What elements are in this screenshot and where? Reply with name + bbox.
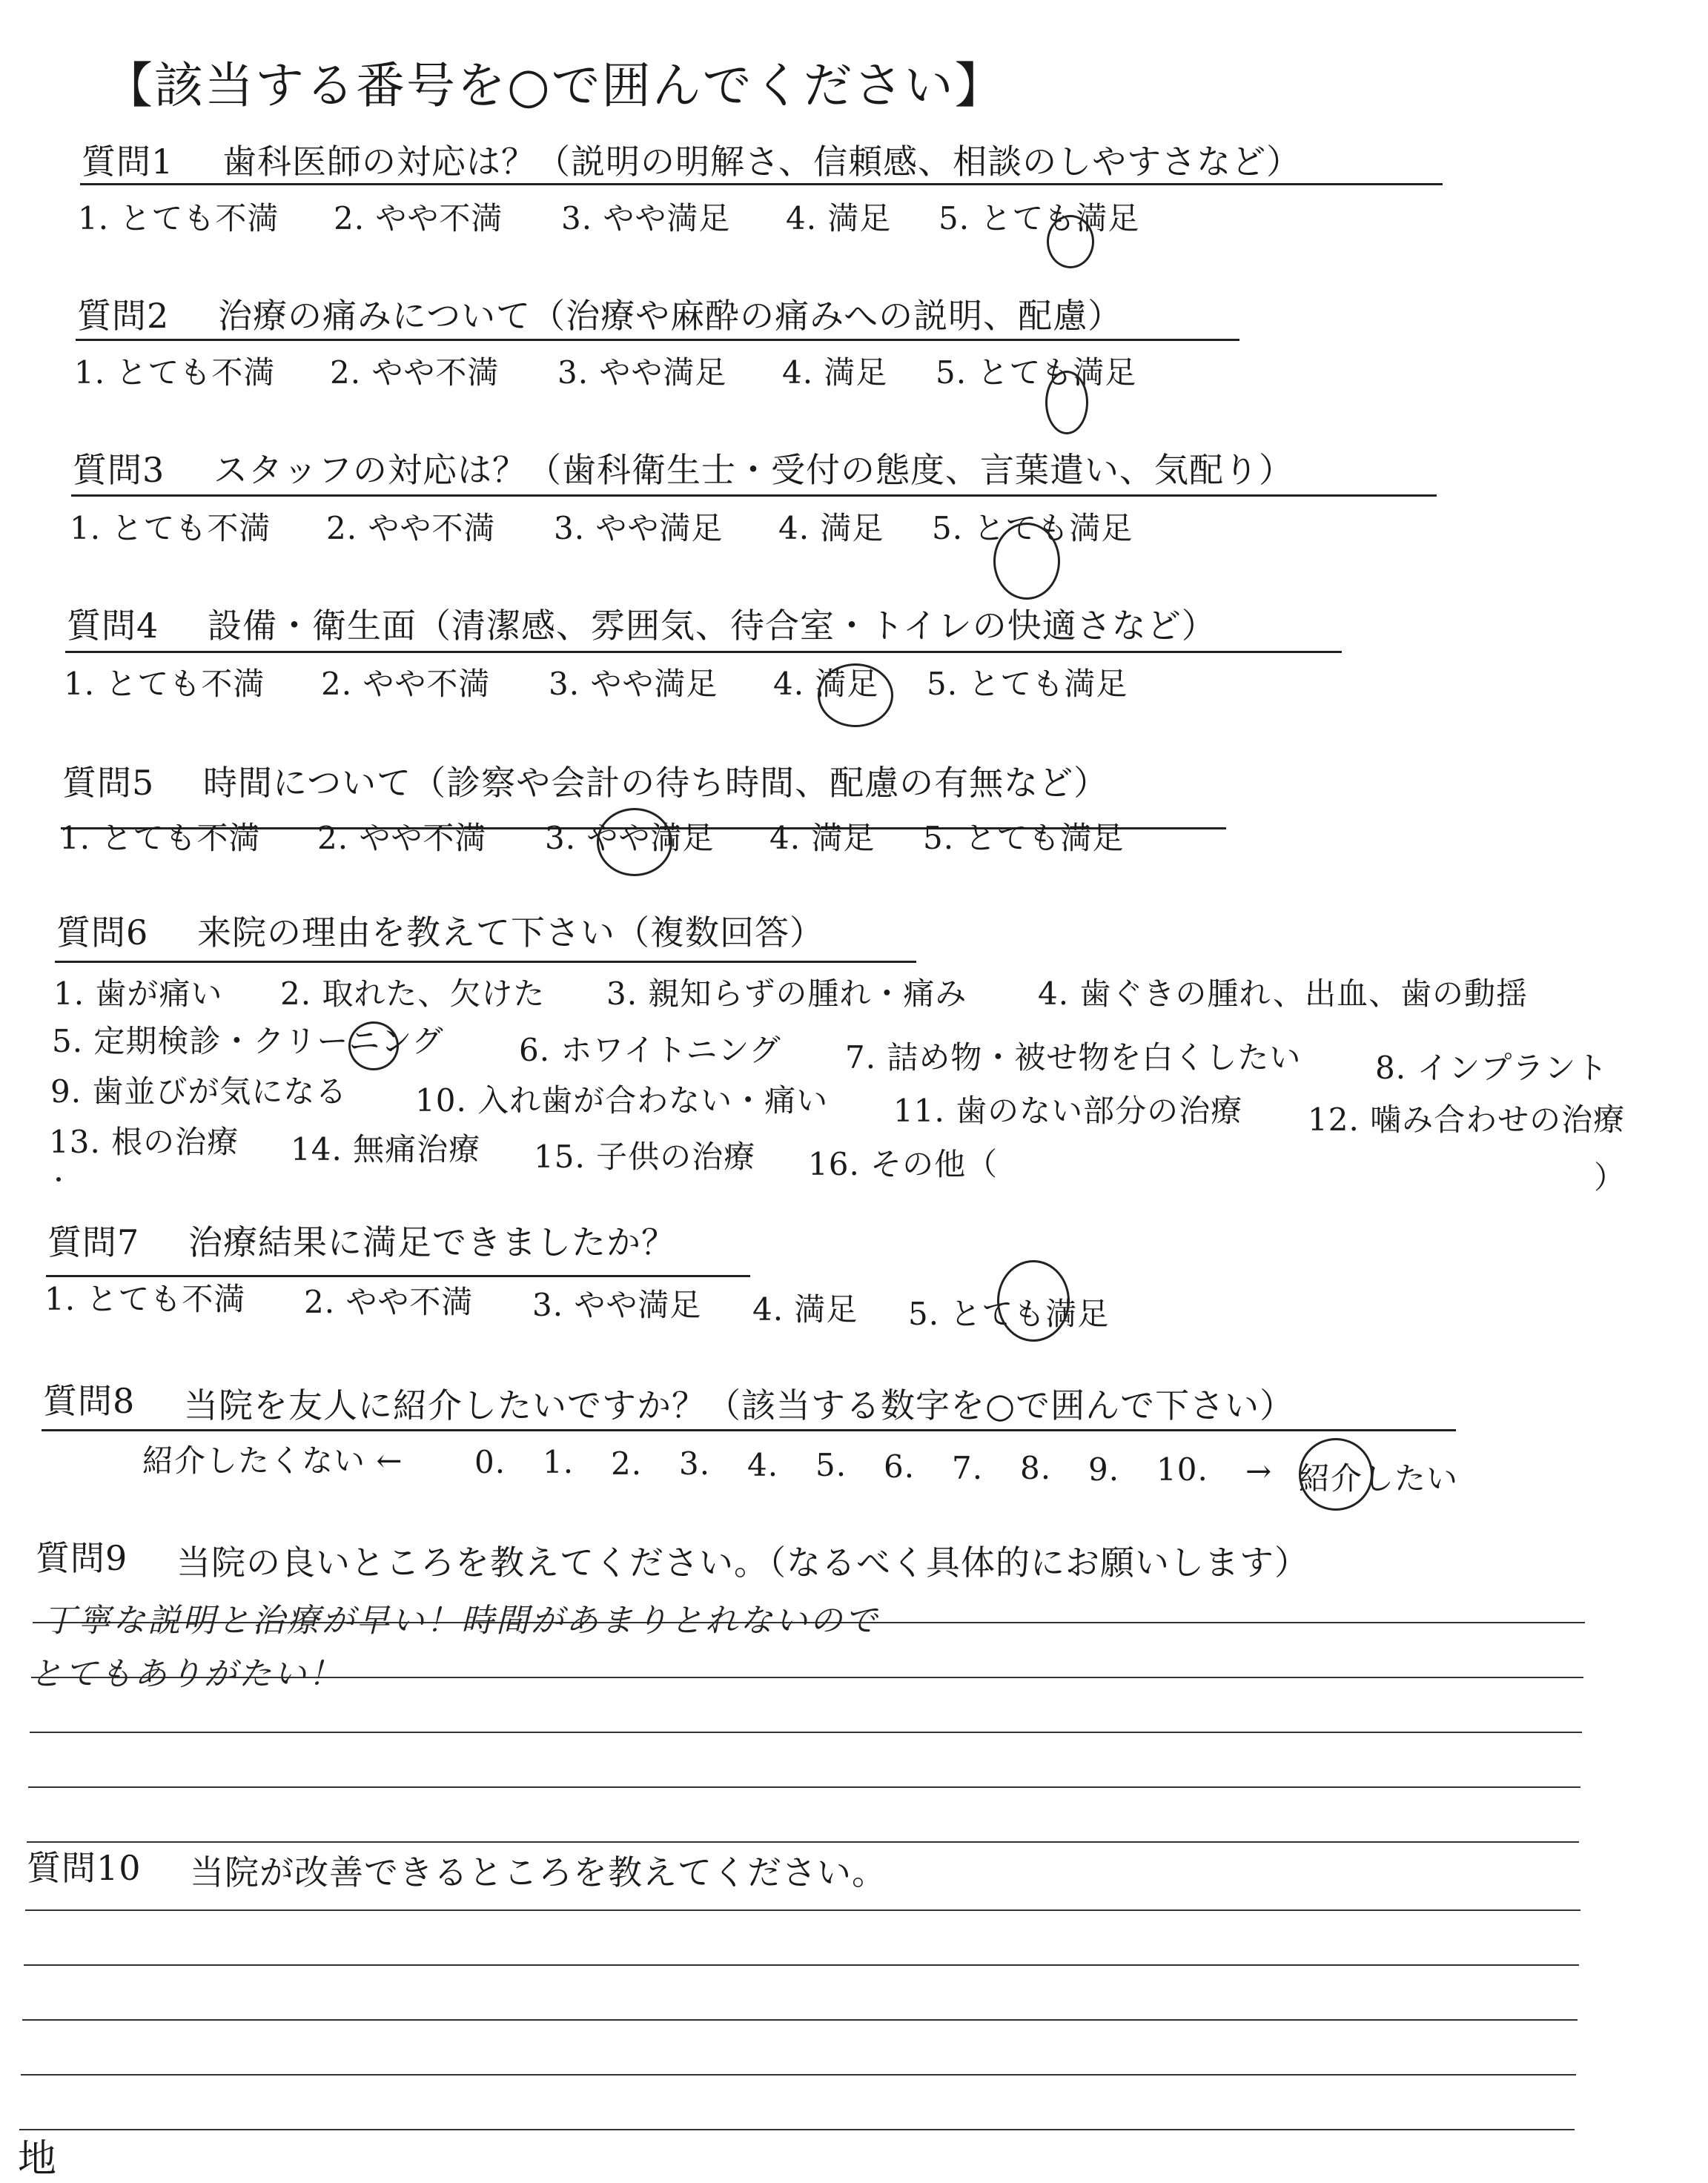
q1-answer-circle — [1047, 215, 1094, 268]
q3-option-1[interactable]: 1. とても不満 — [70, 510, 271, 546]
q4-answer-circle — [818, 663, 893, 727]
reason-2[interactable]: 2. 取れた、欠けた — [280, 975, 546, 1012]
footer-partial-text: 地 — [18, 2137, 58, 2182]
reason-3[interactable]: 3. 親知らずの腫れ・痛み — [606, 975, 967, 1012]
score-4[interactable]: 4. — [747, 1447, 779, 1483]
q1-option-2[interactable]: 2. やや不満 — [334, 200, 503, 236]
q3-option-3[interactable]: 3. やや満足 — [554, 510, 724, 546]
question-5-label: 質問5 — [62, 763, 155, 803]
q3-option-4[interactable]: 4. 満足 — [778, 510, 884, 546]
q7-option-2[interactable]: 2. やや不満 — [304, 1284, 474, 1320]
q3-option-2[interactable]: 2. やや不満 — [326, 510, 496, 546]
score-10[interactable]: 10. — [1156, 1451, 1208, 1488]
q5-option-4[interactable]: 4. 満足 — [769, 820, 875, 856]
q4-option-1[interactable]: 1. とても不満 — [64, 666, 265, 702]
q6-answer-circle — [348, 1021, 399, 1070]
q1-option-5[interactable]: 5. とても満足 — [939, 200, 1140, 236]
q7-option-1[interactable]: 1. とても不満 — [44, 1281, 246, 1317]
question-6-text: 来院の理由を教えて下さい（複数回答） — [197, 912, 824, 953]
question-1-text: 歯科医師の対応は？（説明の明解さ、信頼感、相談のしやすさなど） — [222, 142, 1302, 182]
q9-answer-line-2[interactable]: とてもありがたい！ — [30, 1655, 343, 1693]
q4-option-4[interactable]: 4. 満足 — [773, 666, 879, 702]
q4-option-5[interactable]: 5. とても満足 — [927, 666, 1128, 702]
q5-answer-circle — [597, 808, 672, 876]
question-7-label: 質問7 — [47, 1222, 140, 1262]
reason-1[interactable]: 1. 歯が痛い — [53, 975, 223, 1012]
reason-7[interactable]: 7. 詰め物・被せ物を白くしたい — [845, 1039, 1302, 1076]
q1-option-1[interactable]: 1. とても不満 — [78, 200, 279, 236]
q7-option-4[interactable]: 4. 満足 — [752, 1291, 858, 1328]
recommend-right-label[interactable]: 紹介したい — [1299, 1460, 1459, 1497]
score-9[interactable]: 9. — [1088, 1451, 1120, 1488]
q1-option-3[interactable]: 3. やや満足 — [561, 200, 731, 236]
reason-8[interactable]: 8. インプラント — [1375, 1050, 1609, 1086]
stray-mark — [56, 1177, 61, 1182]
q2-answer-circle — [1045, 371, 1088, 434]
score-2[interactable]: 2. — [611, 1445, 643, 1482]
question-4-text: 設備・衛生面（清潔感、雰囲気、待合室・トイレの快適さなど） — [208, 606, 1217, 646]
recommend-left-label: 紹介したくない ← — [142, 1442, 403, 1479]
question-10-label: 質問10 — [27, 1848, 142, 1888]
question-8-text: 当院を友人に紹介したいですか？（該当する数字を○で囲んで下さい） — [184, 1385, 1295, 1425]
question-2-label: 質問2 — [77, 296, 170, 336]
question-3-text: スタッフの対応は？（歯科衛生士・受付の態度、言葉遣い、気配り） — [214, 450, 1294, 490]
question-6-label: 質問6 — [56, 912, 149, 953]
question-1-label: 質問1 — [82, 142, 174, 182]
q4-option-2[interactable]: 2. やや不満 — [321, 666, 491, 702]
score-1[interactable]: 1. — [543, 1444, 575, 1480]
question-5-text: 時間について（診察や会計の待ち時間、配慮の有無など） — [203, 763, 1109, 803]
q3-answer-circle — [993, 523, 1060, 600]
reason-5[interactable]: 5. 定期検診・クリーニング — [52, 1023, 444, 1059]
score-6[interactable]: 6. — [884, 1448, 916, 1485]
question-4-label: 質問4 — [67, 606, 159, 646]
recommend-arrow: → — [1245, 1453, 1273, 1489]
reason-13[interactable]: 13. 根の治療 — [49, 1124, 239, 1160]
question-7-text: 治療結果に満足できましたか？ — [188, 1222, 676, 1262]
q3-option-5[interactable]: 5. とても満足 — [932, 510, 1133, 546]
reason-15[interactable]: 15. 子供の治療 — [534, 1139, 756, 1175]
q7-option-3[interactable]: 3. やや満足 — [532, 1287, 702, 1323]
page-title: 【該当する番号を○で囲んでください】 — [104, 57, 1005, 114]
q5-option-5[interactable]: 5. とても満足 — [923, 820, 1125, 856]
q2-option-4[interactable]: 4. 満足 — [782, 354, 888, 391]
q5-option-2[interactable]: 2. やや不満 — [317, 820, 487, 856]
q5-option-3[interactable]: 3. やや満足 — [545, 820, 715, 856]
q9-answer-line-1[interactable]: 丁寧な説明と治療が早い！時間があまりとれないので — [43, 1602, 879, 1640]
q1-option-4[interactable]: 4. 満足 — [786, 200, 892, 236]
q8-answer-circle — [1299, 1438, 1373, 1511]
reason-9[interactable]: 9. 歯並びが気になる — [50, 1073, 348, 1110]
reason-16-close-paren: ） — [1594, 1159, 1626, 1196]
reason-12[interactable]: 12. 噛み合わせの治療 — [1308, 1102, 1626, 1138]
q2-option-3[interactable]: 3. やや満足 — [557, 354, 727, 391]
score-0[interactable]: 0. — [474, 1444, 506, 1480]
score-8[interactable]: 8. — [1020, 1450, 1052, 1486]
reason-14[interactable]: 14. 無痛治療 — [291, 1131, 481, 1167]
score-3[interactable]: 3. — [679, 1445, 711, 1482]
question-2-text: 治療の痛みについて（治療や麻酔の痛みへの説明、配慮） — [218, 296, 1123, 336]
question-3-label: 質問3 — [73, 450, 165, 490]
question-9-label: 質問9 — [36, 1538, 128, 1578]
question-9-text: 当院の良いところを教えてください。（なるべく具体的にお願いします） — [176, 1543, 1309, 1583]
reason-6[interactable]: 6. ホワイトニング — [519, 1032, 781, 1068]
reason-10[interactable]: 10. 入れ歯が合わない・痛い — [415, 1082, 829, 1119]
score-7[interactable]: 7. — [952, 1450, 984, 1486]
q7-option-5[interactable]: 5. とても満足 — [908, 1296, 1110, 1332]
reason-4[interactable]: 4. 歯ぐきの腫れ、出血、歯の動揺 — [1038, 975, 1528, 1012]
question-8-label: 質問8 — [43, 1381, 136, 1421]
q5-option-1[interactable]: 1. とても不満 — [59, 820, 261, 856]
q4-option-3[interactable]: 3. やや満足 — [549, 666, 718, 702]
q2-option-1[interactable]: 1. とても不満 — [74, 354, 276, 391]
q7-answer-circle — [997, 1260, 1070, 1342]
q2-option-2[interactable]: 2. やや不満 — [330, 354, 500, 391]
question-10-text: 当院が改善できるところを教えてください。 — [190, 1852, 887, 1892]
score-5[interactable]: 5. — [815, 1447, 847, 1483]
q2-option-5[interactable]: 5. とても満足 — [936, 354, 1137, 391]
reason-16[interactable]: 16. その他（ — [808, 1146, 999, 1182]
reason-11[interactable]: 11. 歯のない部分の治療 — [893, 1093, 1243, 1129]
